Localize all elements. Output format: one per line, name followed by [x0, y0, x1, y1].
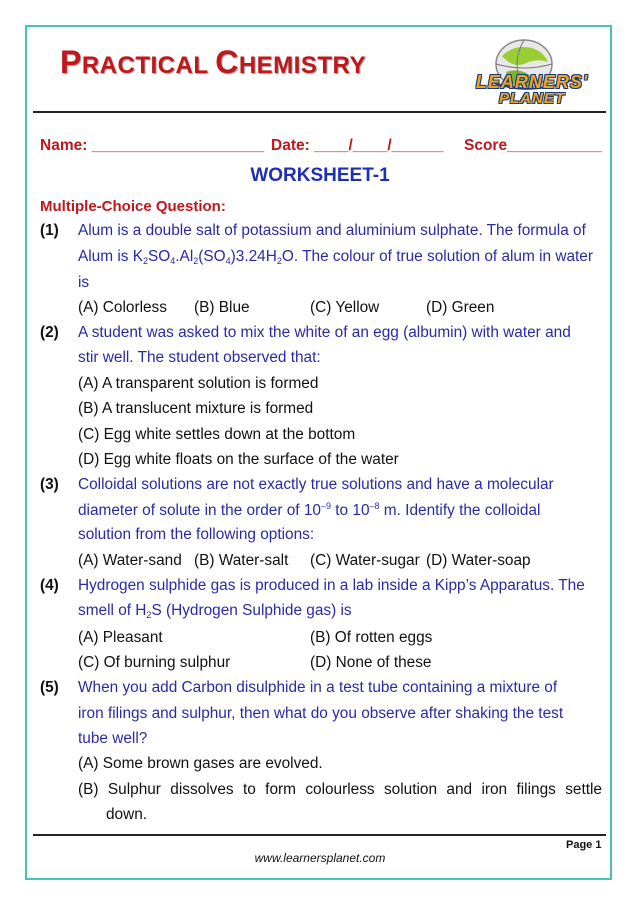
score-field: Score___________	[464, 137, 602, 154]
option: (C) Yellow	[310, 299, 380, 316]
option: (B) Sulphur dissolves to form colourless solution and iron filings settle	[78, 781, 602, 798]
question-text: Colloidal solutions are not exactly true solutions and have a molecular	[78, 476, 554, 493]
question-text: smell of $H_2S$ (Hydrogen Sulphide gas) is	[78, 602, 352, 620]
option: (D) Egg white floats on the surface of the water	[78, 451, 399, 468]
option: (B) Water-salt	[194, 552, 289, 569]
option: (B) Blue	[194, 299, 250, 316]
question-text: Alum is a double salt of potassium and aluminium sulphate. The formula of	[78, 222, 586, 239]
question-text: diameter of solute in the order of $10^{-9}$ to $10^{-8}$ m. Identify the colloidal	[78, 501, 541, 519]
option: (C) Of burning sulphur	[78, 654, 231, 671]
logo-text-learners: LEARNERS'	[475, 72, 589, 92]
footer-rule	[33, 834, 606, 836]
question-text: A student was asked to mix the white of an egg (albumin) with water and	[78, 324, 571, 341]
question-number: (2)	[40, 324, 59, 341]
option: (B) A translucent mixture is formed	[78, 400, 314, 417]
option: (C) Egg white settles down at the bottom	[78, 426, 356, 443]
question-text: stir well. The student observed that:	[78, 349, 321, 366]
question-text: is	[78, 274, 90, 291]
date-field: Date: ____/____/______	[271, 137, 444, 154]
logo-text-planet: PLANET	[499, 90, 565, 107]
option: (D) Water-soap	[426, 552, 531, 569]
option: (A) Colorless	[78, 299, 167, 316]
learners-planet-logo	[462, 38, 602, 110]
worksheet-title: WORKSHEET-1	[250, 165, 390, 186]
option: (D) None of these	[310, 654, 432, 671]
option: (A) Water-sand	[78, 552, 182, 569]
header-rule	[33, 111, 606, 113]
question-text: Alum is $K_2SO_4.Al_2(SO_4)3.24H_2O$. The colour of true solution of alum in water	[78, 248, 593, 266]
question-number: (1)	[40, 222, 59, 239]
question-text: Hydrogen sulphide gas is produced in a lab inside a Kipp’s Apparatus. The	[78, 577, 585, 594]
question-text: When you add Carbon disulphide in a test tube containing a mixture of	[78, 679, 558, 696]
question-number: (5)	[40, 679, 59, 696]
option: (B) Of rotten eggs	[310, 629, 433, 646]
option: down.	[106, 806, 148, 823]
question-text: solution from the following options:	[78, 526, 315, 543]
page-number: Page 1	[566, 839, 602, 851]
question-text: tube well?	[78, 730, 148, 747]
option: (A) Some brown gases are evolved.	[78, 755, 323, 772]
option: (D) Green	[426, 299, 495, 316]
option: (A) Pleasant	[78, 629, 163, 646]
option: (C) Water-sugar	[310, 552, 420, 569]
section-title: Multiple-Choice Question:	[40, 198, 226, 215]
option: (A) A transparent solution is formed	[78, 375, 319, 392]
name-field: Name: ____________________	[40, 137, 265, 154]
page-title: PRACTICAL CHEMISTRY	[60, 44, 366, 80]
question-number: (4)	[40, 577, 59, 594]
footer-url: www.learnersplanet.com	[254, 851, 386, 865]
question-text: iron filings and sulphur, then what do you observe after shaking the test	[78, 705, 564, 722]
question-number: (3)	[40, 476, 59, 493]
